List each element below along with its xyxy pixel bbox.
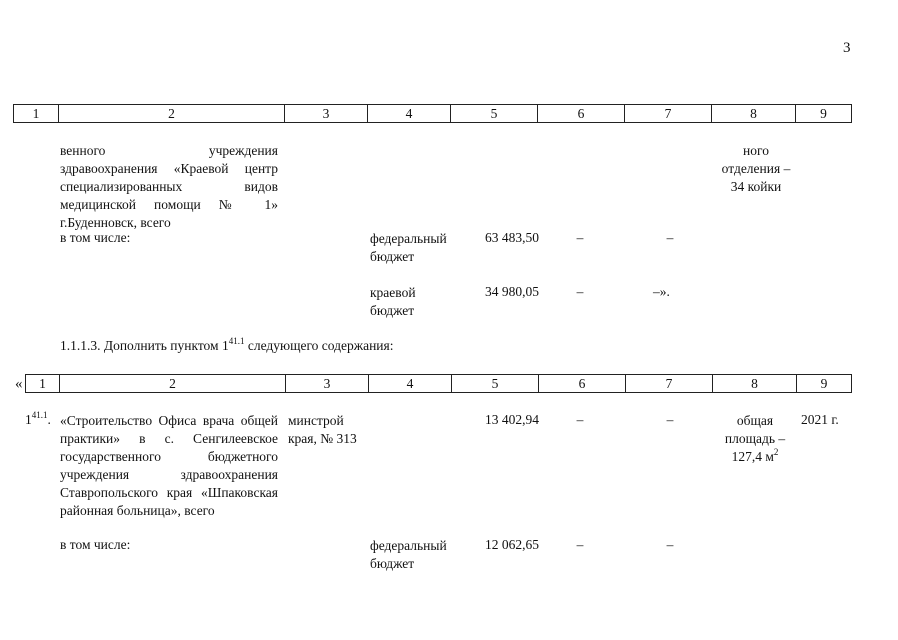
opening-quote: « xyxy=(15,376,23,392)
amendment-instruction xyxy=(60,335,394,354)
column-number: 4 xyxy=(369,375,452,393)
amendment-sup: 41.1 xyxy=(228,335,245,346)
column-number: 1 xyxy=(14,105,59,123)
col6-value: – xyxy=(576,412,584,427)
amount-regional: 34 980,05 xyxy=(485,284,539,299)
column-number: 3 xyxy=(285,105,368,123)
page-number: 3 xyxy=(843,40,851,56)
including-label: в том числе: xyxy=(60,537,131,552)
funding-source-federal: федеральный бюджет xyxy=(370,538,447,571)
column-header-table-2 xyxy=(25,374,852,393)
column-number: 8 xyxy=(713,375,797,393)
column-number: 9 xyxy=(797,375,852,393)
column-number: 4 xyxy=(368,105,451,123)
project-description: «Строительство Офиса врача общей практики» в с. Сенгилеевское государственного бюджетного учреждения здравоохранения Ставропольского края «Шпаковская районная больница», всего xyxy=(60,413,278,518)
column-number: 6 xyxy=(538,105,625,123)
col6-value: – xyxy=(576,284,584,299)
area-unit-sup: 2 xyxy=(773,446,779,457)
total-area: общая площадь – 127,4 $м^2$ xyxy=(724,413,786,464)
col6-value: – xyxy=(576,230,584,245)
item-number-sup: 41.1 xyxy=(31,409,48,420)
col7-value: – xyxy=(666,537,674,552)
project-description-continued: венного учреждения здравоохранения «Краевой центр специализированных видов медицинской помощи № 1» г.Буденновск, всего xyxy=(60,143,278,230)
capacity-note: ного отделения – 34 койки xyxy=(721,143,791,194)
column-number: 3 xyxy=(286,375,369,393)
column-header-table-1 xyxy=(13,104,852,123)
amendment-text-end: следующего содержания: xyxy=(244,338,394,353)
item-number: $1^{41.1}$. xyxy=(25,409,51,427)
column-number: 2 xyxy=(59,105,285,123)
amount-federal: 12 062,65 xyxy=(485,537,539,552)
col7-value: – xyxy=(666,412,674,427)
funding-source-federal: федеральный бюджет xyxy=(370,231,447,264)
column-number: 5 xyxy=(452,375,539,393)
col6-value: – xyxy=(576,537,584,552)
column-number: 7 xyxy=(626,375,713,393)
responsible-ministry: минстрой края, № 313 xyxy=(288,413,357,446)
column-number: 1 xyxy=(26,375,60,393)
col7-value-closing: –». xyxy=(653,284,670,299)
column-number: 6 xyxy=(539,375,626,393)
amendment-text: 1.1.1.3. Дополнить пунктом 1 xyxy=(60,338,229,353)
amount-federal: 63 483,50 xyxy=(485,230,539,245)
column-number: 5 xyxy=(451,105,538,123)
total-amount: 13 402,94 xyxy=(485,412,539,427)
column-number: 8 xyxy=(712,105,796,123)
including-label: в том числе: xyxy=(60,230,131,245)
column-number: 2 xyxy=(60,375,286,393)
column-number: 9 xyxy=(796,105,852,123)
funding-source-regional: краевой бюджет xyxy=(370,285,416,318)
col7-value: – xyxy=(666,230,674,245)
completion-year: 2021 г. xyxy=(801,412,839,427)
column-number: 7 xyxy=(625,105,712,123)
